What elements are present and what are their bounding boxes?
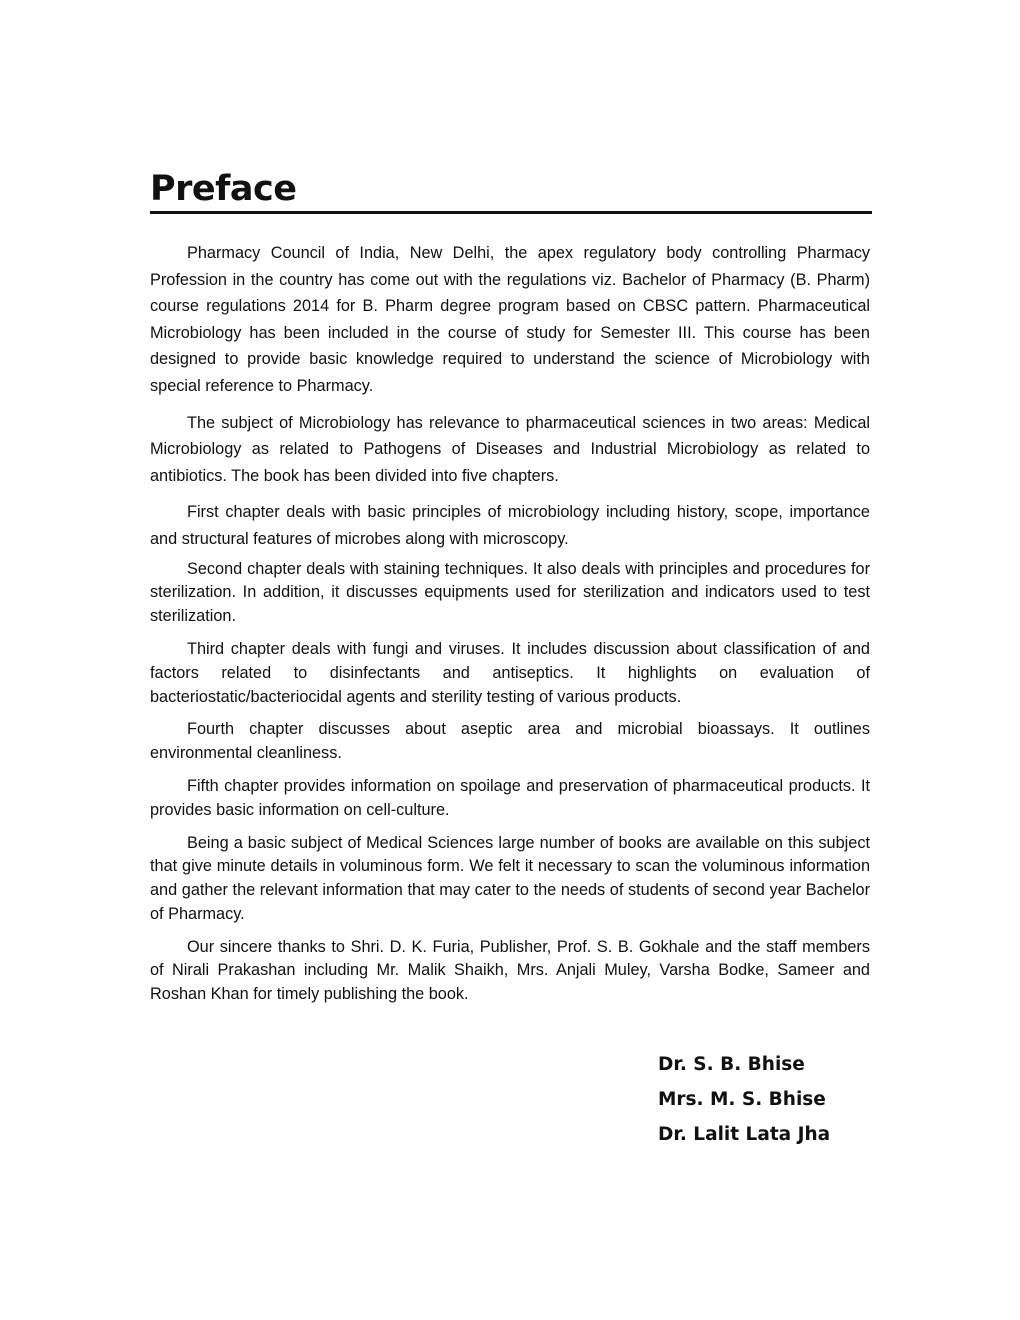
- paragraph-basic-subject: Being a basic subject of Medical Sciences large number of books are available on this subject that give minute details in voluminous form. We felt it necessary to scan the voluminous information and gather the relevant information that may cater to the needs of students of second year Bachelor of Pharmacy.: [150, 833, 870, 923]
- author-signatures: [658, 1047, 830, 1152]
- author-name: Dr. Lalit Lata Jha: [658, 1124, 831, 1145]
- paragraph-second-chapter: Second chapter deals with staining techniques. It also deals with principles and procedures for sterilization. In addition, it discusses equipments used for sterilization and indicators used to test sterilization.: [150, 559, 870, 626]
- paragraph-acknowledgements: Our sincere thanks to Shri. D. K. Furia, Publisher, Prof. S. B. Gokhale and the staff members of Nirali Prakashan including Mr. Malik Shaikh, Mrs. Anjali Muley, Varsha Bodke, Sameer and Roshan Khan for timely publishing the book.: [150, 937, 870, 1004]
- paragraph-fifth-chapter: Fifth chapter provides information on spoilage and preservation of pharmaceutical products. It provides basic information on cell-culture.: [150, 776, 870, 819]
- paragraph-first-chapter: First chapter deals with basic principles of microbiology including history, scope, importance and structural features of microbes along with microscopy.: [150, 503, 870, 548]
- author-name: Dr. S. B. Bhise: [658, 1054, 805, 1075]
- page-heading: [150, 168, 872, 214]
- paragraph-intro: Pharmacy Council of India, New Delhi, the apex regulatory body controlling Pharmacy Profession in the country has come out with the regulations viz. Bachelor of Pharmacy (B. Pharm) course regulations 2014 for B. Pharm degree program based on CBSC pattern. Pharmaceutical Microbiology has been included in the course of study for Semester III. This course has been designed to provide basic knowledge required to understand the science of Microbiology with special reference to Pharmacy.: [150, 244, 870, 395]
- preface-body: [150, 240, 870, 1016]
- author-name: Mrs. M. S. Bhise: [658, 1089, 826, 1110]
- paragraph-subject-relevance: The subject of Microbiology has relevance to pharmaceutical sciences in two areas: Medical Microbiology as related to Pathogens of Diseases and Industrial Microbiology as related to antibiotics. The book has been divided into five chapters.: [150, 413, 870, 485]
- paragraph-fourth-chapter: Fourth chapter discusses about aseptic area and microbial bioassays. It outlines environmental cleanliness.: [150, 720, 870, 763]
- page-title: Preface: [150, 169, 297, 209]
- paragraph-third-chapter: Third chapter deals with fungi and viruses. It includes discussion about classification of and factors related to disinfectants and antiseptics. It highlights on evaluation of bacteriostatic/bacteriocidal agents and sterility testing of various products.: [150, 639, 870, 706]
